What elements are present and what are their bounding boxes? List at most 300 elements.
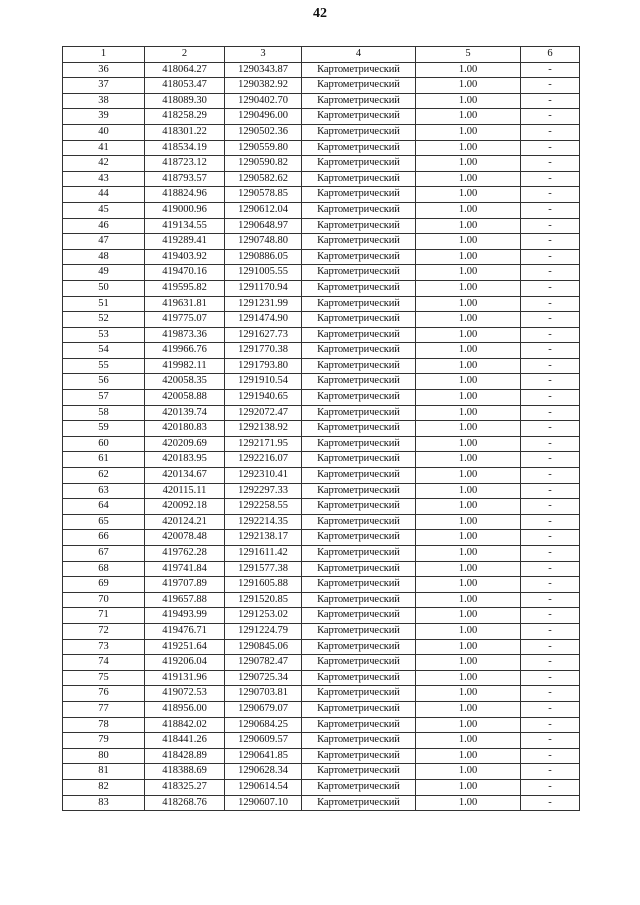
table-row [63, 733, 580, 749]
column-header-1: 1 [63, 47, 145, 63]
method-cell: Картометрический [302, 62, 416, 78]
x-coordinate-cell: 419631.81 [145, 296, 225, 312]
note-cell: - [521, 655, 580, 671]
x-coordinate-cell: 418064.27 [145, 62, 225, 78]
table-row [63, 748, 580, 764]
note-cell: - [521, 390, 580, 406]
table-row [63, 202, 580, 218]
x-coordinate-cell: 419741.84 [145, 561, 225, 577]
method-cell: Картометрический [302, 764, 416, 780]
table-row [63, 218, 580, 234]
x-coordinate-cell: 420124.21 [145, 514, 225, 530]
point-number-cell: 80 [63, 748, 145, 764]
table-row [63, 483, 580, 499]
y-coordinate-cell: 1291231.99 [225, 296, 302, 312]
accuracy-cell: 1.00 [416, 717, 521, 733]
method-cell: Картометрический [302, 202, 416, 218]
table-row [63, 701, 580, 717]
x-coordinate-cell: 419289.41 [145, 234, 225, 250]
y-coordinate-cell: 1292072.47 [225, 405, 302, 421]
y-coordinate-cell: 1290609.57 [225, 733, 302, 749]
table-row [63, 390, 580, 406]
method-cell: Картометрический [302, 218, 416, 234]
method-cell: Картометрический [302, 561, 416, 577]
accuracy-cell: 1.00 [416, 358, 521, 374]
y-coordinate-cell: 1292171.95 [225, 436, 302, 452]
y-coordinate-cell: 1290684.25 [225, 717, 302, 733]
point-number-cell: 78 [63, 717, 145, 733]
accuracy-cell: 1.00 [416, 218, 521, 234]
y-coordinate-cell: 1291577.38 [225, 561, 302, 577]
note-cell: - [521, 483, 580, 499]
point-number-cell: 64 [63, 499, 145, 515]
note-cell: - [521, 592, 580, 608]
table-row [63, 124, 580, 140]
table-row [63, 171, 580, 187]
method-cell: Картометрический [302, 405, 416, 421]
x-coordinate-cell: 419251.64 [145, 639, 225, 655]
note-cell: - [521, 717, 580, 733]
point-number-cell: 63 [63, 483, 145, 499]
table-row [63, 436, 580, 452]
note-cell: - [521, 109, 580, 125]
method-cell: Картометрический [302, 234, 416, 250]
note-cell: - [521, 795, 580, 811]
accuracy-cell: 1.00 [416, 655, 521, 671]
x-coordinate-cell: 419470.16 [145, 265, 225, 281]
point-number-cell: 50 [63, 280, 145, 296]
y-coordinate-cell: 1292214.35 [225, 514, 302, 530]
accuracy-cell: 1.00 [416, 577, 521, 593]
x-coordinate-cell: 419775.07 [145, 312, 225, 328]
method-cell: Картометрический [302, 670, 416, 686]
note-cell: - [521, 499, 580, 515]
y-coordinate-cell: 1291611.42 [225, 546, 302, 562]
accuracy-cell: 1.00 [416, 343, 521, 359]
point-number-cell: 60 [63, 436, 145, 452]
note-cell: - [521, 218, 580, 234]
accuracy-cell: 1.00 [416, 686, 521, 702]
y-coordinate-cell: 1290607.10 [225, 795, 302, 811]
method-cell: Картометрический [302, 249, 416, 265]
note-cell: - [521, 686, 580, 702]
note-cell: - [521, 78, 580, 94]
point-number-cell: 51 [63, 296, 145, 312]
table-row [63, 156, 580, 172]
method-cell: Картометрический [302, 124, 416, 140]
y-coordinate-cell: 1291224.79 [225, 623, 302, 639]
y-coordinate-cell: 1290582.62 [225, 171, 302, 187]
note-cell: - [521, 280, 580, 296]
note-cell: - [521, 546, 580, 562]
method-cell: Картометрический [302, 655, 416, 671]
point-number-cell: 71 [63, 608, 145, 624]
method-cell: Картометрический [302, 343, 416, 359]
x-coordinate-cell: 418956.00 [145, 701, 225, 717]
table-row [63, 405, 580, 421]
method-cell: Картометрический [302, 592, 416, 608]
note-cell: - [521, 733, 580, 749]
table-row [63, 421, 580, 437]
point-number-cell: 59 [63, 421, 145, 437]
table-row [63, 296, 580, 312]
point-number-cell: 39 [63, 109, 145, 125]
method-cell: Картометрический [302, 608, 416, 624]
method-cell: Картометрический [302, 468, 416, 484]
x-coordinate-cell: 419982.11 [145, 358, 225, 374]
note-cell: - [521, 171, 580, 187]
point-number-cell: 68 [63, 561, 145, 577]
note-cell: - [521, 140, 580, 156]
accuracy-cell: 1.00 [416, 623, 521, 639]
method-cell: Картометрический [302, 639, 416, 655]
point-number-cell: 54 [63, 343, 145, 359]
accuracy-cell: 1.00 [416, 499, 521, 515]
y-coordinate-cell: 1290748.80 [225, 234, 302, 250]
x-coordinate-cell: 420058.88 [145, 390, 225, 406]
point-number-cell: 46 [63, 218, 145, 234]
x-coordinate-cell: 418388.69 [145, 764, 225, 780]
accuracy-cell: 1.00 [416, 109, 521, 125]
y-coordinate-cell: 1291770.38 [225, 343, 302, 359]
table-row [63, 655, 580, 671]
point-number-cell: 55 [63, 358, 145, 374]
note-cell: - [521, 577, 580, 593]
x-coordinate-cell: 420134.67 [145, 468, 225, 484]
accuracy-cell: 1.00 [416, 608, 521, 624]
y-coordinate-cell: 1290559.80 [225, 140, 302, 156]
note-cell: - [521, 234, 580, 250]
table-row [63, 109, 580, 125]
method-cell: Картометрический [302, 187, 416, 203]
accuracy-cell: 1.00 [416, 249, 521, 265]
method-cell: Картометрический [302, 109, 416, 125]
accuracy-cell: 1.00 [416, 78, 521, 94]
x-coordinate-cell: 419595.82 [145, 280, 225, 296]
column-header-2: 2 [145, 47, 225, 63]
point-number-cell: 37 [63, 78, 145, 94]
table-row [63, 514, 580, 530]
point-number-cell: 36 [63, 62, 145, 78]
note-cell: - [521, 561, 580, 577]
point-number-cell: 52 [63, 312, 145, 328]
accuracy-cell: 1.00 [416, 546, 521, 562]
point-number-cell: 81 [63, 764, 145, 780]
y-coordinate-cell: 1292138.92 [225, 421, 302, 437]
method-cell: Картометрический [302, 483, 416, 499]
accuracy-cell: 1.00 [416, 124, 521, 140]
accuracy-cell: 1.00 [416, 312, 521, 328]
accuracy-cell: 1.00 [416, 296, 521, 312]
y-coordinate-cell: 1291627.73 [225, 327, 302, 343]
point-number-cell: 82 [63, 779, 145, 795]
accuracy-cell: 1.00 [416, 280, 521, 296]
method-cell: Картометрический [302, 701, 416, 717]
table-row [63, 78, 580, 94]
method-cell: Картометрический [302, 546, 416, 562]
accuracy-cell: 1.00 [416, 733, 521, 749]
note-cell: - [521, 514, 580, 530]
method-cell: Картометрический [302, 390, 416, 406]
point-number-cell: 48 [63, 249, 145, 265]
method-cell: Картометрический [302, 530, 416, 546]
accuracy-cell: 1.00 [416, 171, 521, 187]
accuracy-cell: 1.00 [416, 187, 521, 203]
method-cell: Картометрический [302, 499, 416, 515]
table-row [63, 343, 580, 359]
x-coordinate-cell: 418428.89 [145, 748, 225, 764]
method-cell: Картометрический [302, 686, 416, 702]
note-cell: - [521, 405, 580, 421]
method-cell: Картометрический [302, 93, 416, 109]
point-number-cell: 67 [63, 546, 145, 562]
point-number-cell: 75 [63, 670, 145, 686]
table-row [63, 499, 580, 515]
table-row [63, 717, 580, 733]
x-coordinate-cell: 420209.69 [145, 436, 225, 452]
point-number-cell: 40 [63, 124, 145, 140]
x-coordinate-cell: 419707.89 [145, 577, 225, 593]
note-cell: - [521, 748, 580, 764]
x-coordinate-cell: 418441.26 [145, 733, 225, 749]
method-cell: Картометрический [302, 577, 416, 593]
table-row [63, 249, 580, 265]
table-row [63, 577, 580, 593]
point-number-cell: 83 [63, 795, 145, 811]
x-coordinate-cell: 419206.04 [145, 655, 225, 671]
method-cell: Картометрический [302, 623, 416, 639]
x-coordinate-cell: 420058.35 [145, 374, 225, 390]
point-number-cell: 77 [63, 701, 145, 717]
y-coordinate-cell: 1290496.00 [225, 109, 302, 125]
y-coordinate-cell: 1290578.85 [225, 187, 302, 203]
note-cell: - [521, 358, 580, 374]
point-number-cell: 61 [63, 452, 145, 468]
method-cell: Картометрический [302, 452, 416, 468]
method-cell: Картометрический [302, 171, 416, 187]
x-coordinate-cell: 418089.30 [145, 93, 225, 109]
y-coordinate-cell: 1291520.85 [225, 592, 302, 608]
y-coordinate-cell: 1291170.94 [225, 280, 302, 296]
x-coordinate-cell: 418301.22 [145, 124, 225, 140]
method-cell: Картометрический [302, 265, 416, 281]
point-number-cell: 66 [63, 530, 145, 546]
x-coordinate-cell: 418824.96 [145, 187, 225, 203]
table-row [63, 62, 580, 78]
accuracy-cell: 1.00 [416, 468, 521, 484]
y-coordinate-cell: 1290590.82 [225, 156, 302, 172]
x-coordinate-cell: 419493.99 [145, 608, 225, 624]
y-coordinate-cell: 1292216.07 [225, 452, 302, 468]
y-coordinate-cell: 1292138.17 [225, 530, 302, 546]
x-coordinate-cell: 420092.18 [145, 499, 225, 515]
method-cell: Картометрический [302, 421, 416, 437]
y-coordinate-cell: 1290679.07 [225, 701, 302, 717]
x-coordinate-cell: 418258.29 [145, 109, 225, 125]
method-cell: Картометрический [302, 156, 416, 172]
column-header-4: 4 [302, 47, 416, 63]
method-cell: Картометрический [302, 327, 416, 343]
accuracy-cell: 1.00 [416, 670, 521, 686]
note-cell: - [521, 639, 580, 655]
table-row [63, 561, 580, 577]
note-cell: - [521, 452, 580, 468]
x-coordinate-cell: 420180.83 [145, 421, 225, 437]
y-coordinate-cell: 1290845.06 [225, 639, 302, 655]
table-row [63, 623, 580, 639]
x-coordinate-cell: 420078.48 [145, 530, 225, 546]
method-cell: Картометрический [302, 78, 416, 94]
y-coordinate-cell: 1292297.33 [225, 483, 302, 499]
table-row [63, 530, 580, 546]
note-cell: - [521, 764, 580, 780]
point-number-cell: 73 [63, 639, 145, 655]
page-number: 42 [313, 6, 327, 21]
table-row [63, 280, 580, 296]
x-coordinate-cell: 418053.47 [145, 78, 225, 94]
point-number-cell: 76 [63, 686, 145, 702]
x-coordinate-cell: 418723.12 [145, 156, 225, 172]
note-cell: - [521, 623, 580, 639]
point-number-cell: 44 [63, 187, 145, 203]
y-coordinate-cell: 1290502.36 [225, 124, 302, 140]
accuracy-cell: 1.00 [416, 452, 521, 468]
method-cell: Картометрический [302, 280, 416, 296]
point-number-cell: 41 [63, 140, 145, 156]
note-cell: - [521, 530, 580, 546]
note-cell: - [521, 265, 580, 281]
note-cell: - [521, 468, 580, 484]
y-coordinate-cell: 1290641.85 [225, 748, 302, 764]
note-cell: - [521, 249, 580, 265]
point-number-cell: 47 [63, 234, 145, 250]
accuracy-cell: 1.00 [416, 62, 521, 78]
y-coordinate-cell: 1290886.05 [225, 249, 302, 265]
accuracy-cell: 1.00 [416, 530, 521, 546]
accuracy-cell: 1.00 [416, 592, 521, 608]
table-row [63, 686, 580, 702]
table-row [63, 93, 580, 109]
y-coordinate-cell: 1290648.97 [225, 218, 302, 234]
method-cell: Картометрический [302, 795, 416, 811]
x-coordinate-cell: 419134.55 [145, 218, 225, 234]
point-number-cell: 70 [63, 592, 145, 608]
point-number-cell: 57 [63, 390, 145, 406]
table-header-row [63, 47, 580, 63]
y-coordinate-cell: 1290703.81 [225, 686, 302, 702]
point-number-cell: 53 [63, 327, 145, 343]
accuracy-cell: 1.00 [416, 390, 521, 406]
column-header-5: 5 [416, 47, 521, 63]
point-number-cell: 49 [63, 265, 145, 281]
method-cell: Картометрический [302, 748, 416, 764]
x-coordinate-cell: 420183.95 [145, 452, 225, 468]
method-cell: Картометрический [302, 779, 416, 795]
note-cell: - [521, 779, 580, 795]
x-coordinate-cell: 418325.27 [145, 779, 225, 795]
table-row [63, 468, 580, 484]
note-cell: - [521, 670, 580, 686]
x-coordinate-cell: 418268.76 [145, 795, 225, 811]
accuracy-cell: 1.00 [416, 374, 521, 390]
column-header-3: 3 [225, 47, 302, 63]
point-number-cell: 45 [63, 202, 145, 218]
y-coordinate-cell: 1291253.02 [225, 608, 302, 624]
y-coordinate-cell: 1291605.88 [225, 577, 302, 593]
x-coordinate-cell: 418842.02 [145, 717, 225, 733]
note-cell: - [521, 312, 580, 328]
accuracy-cell: 1.00 [416, 234, 521, 250]
note-cell: - [521, 124, 580, 140]
note-cell: - [521, 374, 580, 390]
point-number-cell: 43 [63, 171, 145, 187]
y-coordinate-cell: 1292310.41 [225, 468, 302, 484]
accuracy-cell: 1.00 [416, 795, 521, 811]
y-coordinate-cell: 1291910.54 [225, 374, 302, 390]
method-cell: Картометрический [302, 436, 416, 452]
x-coordinate-cell: 419657.88 [145, 592, 225, 608]
table-row [63, 327, 580, 343]
accuracy-cell: 1.00 [416, 639, 521, 655]
y-coordinate-cell: 1291793.80 [225, 358, 302, 374]
accuracy-cell: 1.00 [416, 202, 521, 218]
point-number-cell: 79 [63, 733, 145, 749]
note-cell: - [521, 93, 580, 109]
x-coordinate-cell: 419873.36 [145, 327, 225, 343]
x-coordinate-cell: 419966.76 [145, 343, 225, 359]
y-coordinate-cell: 1290382.92 [225, 78, 302, 94]
table-body [63, 62, 580, 811]
y-coordinate-cell: 1290612.04 [225, 202, 302, 218]
note-cell: - [521, 421, 580, 437]
accuracy-cell: 1.00 [416, 405, 521, 421]
table-row [63, 358, 580, 374]
point-number-cell: 42 [63, 156, 145, 172]
point-number-cell: 69 [63, 577, 145, 593]
y-coordinate-cell: 1290402.70 [225, 93, 302, 109]
accuracy-cell: 1.00 [416, 327, 521, 343]
method-cell: Картометрический [302, 733, 416, 749]
table-row [63, 374, 580, 390]
point-number-cell: 38 [63, 93, 145, 109]
y-coordinate-cell: 1290782.47 [225, 655, 302, 671]
point-number-cell: 65 [63, 514, 145, 530]
table-row [63, 764, 580, 780]
point-number-cell: 62 [63, 468, 145, 484]
table-row [63, 140, 580, 156]
y-coordinate-cell: 1291940.65 [225, 390, 302, 406]
note-cell: - [521, 343, 580, 359]
accuracy-cell: 1.00 [416, 514, 521, 530]
y-coordinate-cell: 1290614.54 [225, 779, 302, 795]
note-cell: - [521, 608, 580, 624]
method-cell: Картометрический [302, 140, 416, 156]
accuracy-cell: 1.00 [416, 93, 521, 109]
accuracy-cell: 1.00 [416, 421, 521, 437]
table-row [63, 779, 580, 795]
accuracy-cell: 1.00 [416, 561, 521, 577]
accuracy-cell: 1.00 [416, 265, 521, 281]
note-cell: - [521, 296, 580, 312]
x-coordinate-cell: 420139.74 [145, 405, 225, 421]
note-cell: - [521, 327, 580, 343]
table-row [63, 670, 580, 686]
table-row [63, 265, 580, 281]
table-row [63, 795, 580, 811]
x-coordinate-cell: 419403.92 [145, 249, 225, 265]
x-coordinate-cell: 419072.53 [145, 686, 225, 702]
y-coordinate-cell: 1290628.34 [225, 764, 302, 780]
